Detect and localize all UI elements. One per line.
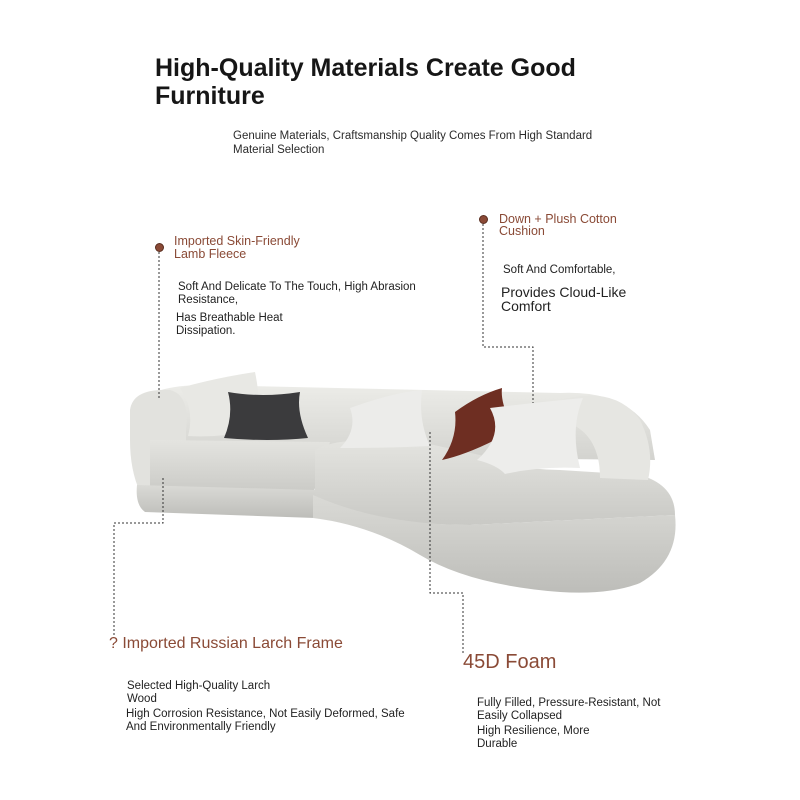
feature-lamb-fleece-desc-2 — [176, 312, 376, 337]
feature-cushion-title — [499, 214, 699, 237]
feature-lamb-fleece-desc-line1: Soft And Delicate To The Touch, High Abrasion — [178, 281, 416, 293]
feature-foam-title: 45D Foam — [463, 651, 557, 673]
feature-foam-desc-line1: Fully Filled, Pressure-Resistant, Not — [477, 697, 661, 709]
feature-lamb-fleece-title — [174, 235, 374, 261]
feature-frame-title: ? Imported Russian Larch Frame — [109, 635, 343, 652]
feature-lamb-fleece-desc-line4: Dissipation. — [176, 324, 236, 337]
feature-foam-desc-line2: Easily Collapsed — [477, 709, 563, 722]
feature-frame-desc-2 — [126, 708, 446, 733]
feature-frame-desc-line3: High Corrosion Resistance, Not Easily Deformed, Safe — [126, 708, 405, 720]
feature-lamb-fleece-desc — [178, 281, 458, 306]
page-subtitle: Genuine Materials, Craftsmanship Quality Comes From High Standard Material Selection — [233, 130, 593, 156]
feature-cushion-desc-line1: Soft And Comfortable, — [503, 264, 616, 276]
feature-frame-desc-line4: And Environmentally Friendly — [126, 720, 276, 733]
feature-frame-desc — [127, 680, 367, 705]
sofa-base-left — [137, 485, 315, 518]
feature-foam-desc-2 — [477, 725, 677, 750]
feature-foam-desc — [477, 697, 737, 722]
feature-cushion-title-line1: Down + Plush Cotton — [499, 212, 617, 226]
feature-cushion-desc — [501, 285, 721, 313]
feature-frame-desc-line1: Selected High-Quality Larch — [127, 680, 271, 692]
feature-foam-desc-line3: High Resilience, More — [477, 725, 590, 737]
feature-cushion-desc-line3: Comfort — [501, 298, 551, 314]
feature-lamb-fleece-desc-line2: Resistance, — [178, 293, 239, 306]
feature-frame-desc-line2: Wood — [127, 692, 157, 705]
feature-cushion-title-line2: Cushion — [499, 223, 545, 238]
feature-cushion-desc-line2: Provides Cloud-Like — [501, 284, 627, 300]
marker-dot-lamb-fleece — [155, 243, 164, 252]
feature-lamb-fleece-desc-line3: Has Breathable Heat — [176, 312, 283, 324]
marker-dot-cushion — [479, 215, 488, 224]
feature-foam-desc-line4: Durable — [477, 737, 518, 750]
feature-lamb-fleece-title-line1: Imported Skin-Friendly — [174, 234, 300, 248]
pillow-dark — [224, 392, 308, 440]
feature-lamb-fleece-title-line2: Lamb Fleece — [174, 247, 247, 261]
page-title: High-Quality Materials Create Good Furniture — [155, 54, 576, 110]
